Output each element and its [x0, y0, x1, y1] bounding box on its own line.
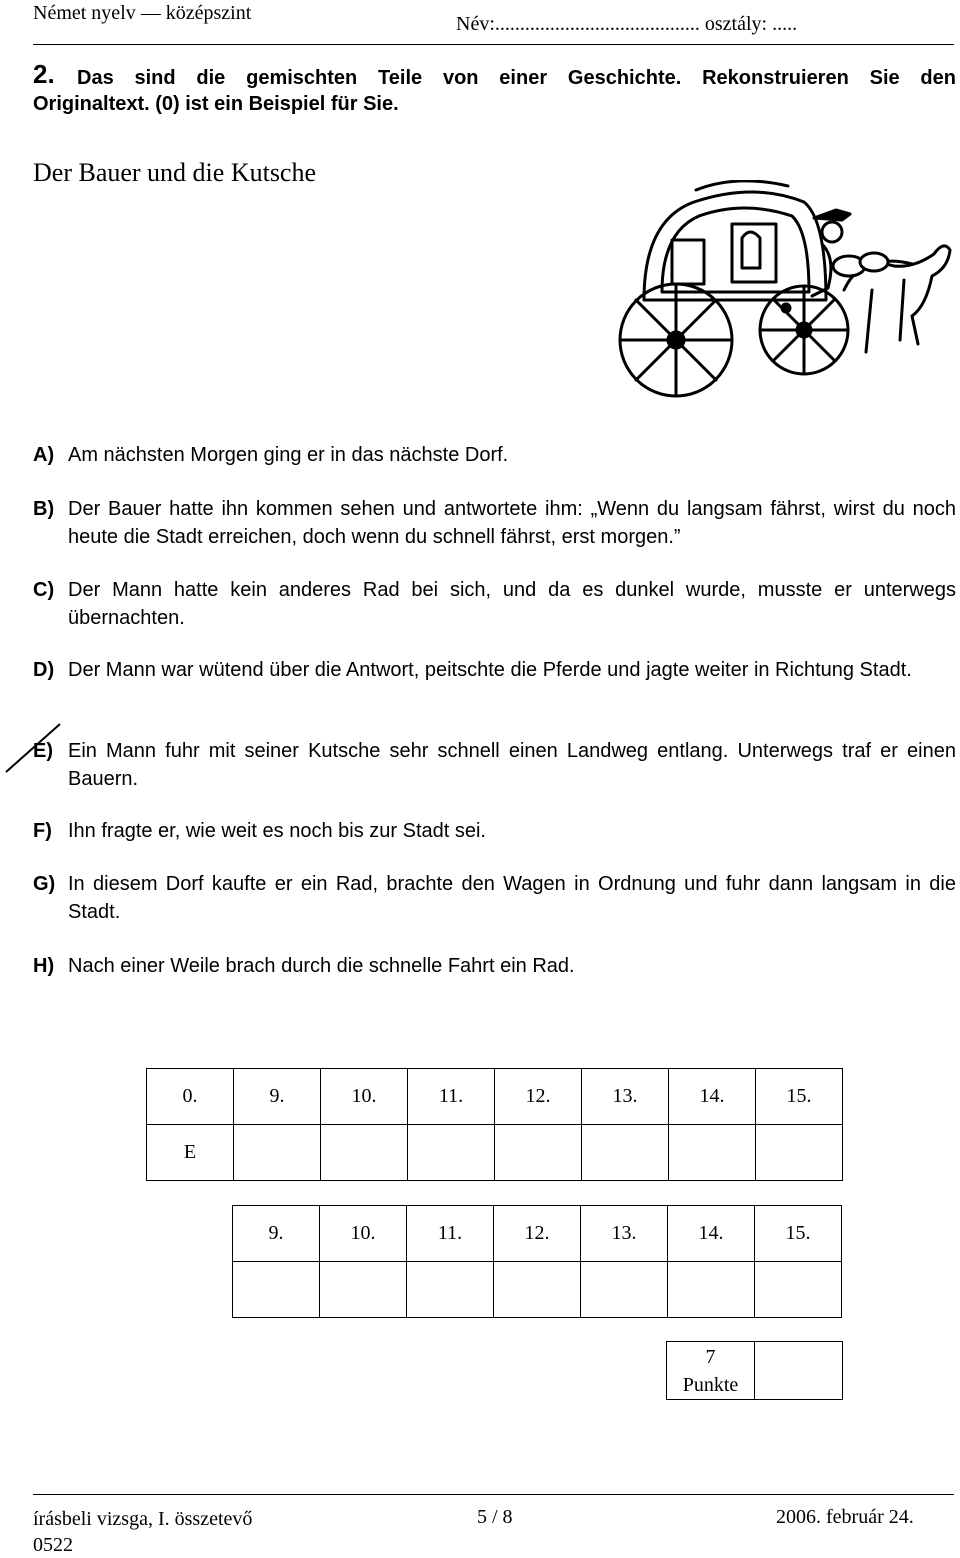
footer-exam-name: írásbeli vizsga, I. összetevő: [33, 1508, 253, 1530]
points-score-cell[interactable]: [755, 1342, 843, 1400]
list-item: [33, 737, 956, 793]
item-label: B): [33, 498, 55, 520]
item-text: Ein Mann fuhr mit seiner Kutsche sehr schnell einen Landweg entlang. Unterwegs traf er einen Bauern.: [68, 740, 956, 790]
table-header-cell: 0.: [147, 1069, 234, 1125]
points-max: 7: [705, 1345, 716, 1368]
item-text: Der Mann hatte kein anderes Rad bei sich, und da es dunkel wurde, musste er unterwegs übernachten.: [68, 579, 956, 629]
answer-cell[interactable]: [234, 1125, 321, 1181]
item-label: C): [33, 579, 55, 601]
list-item: [33, 441, 956, 469]
points-unit: Punkte: [682, 1373, 739, 1396]
points-label: [667, 1342, 755, 1400]
list-item: [33, 817, 956, 845]
horse-drawn-carriage-icon: [604, 180, 956, 400]
table-header-cell: 9.: [233, 1206, 320, 1262]
scoring-table-header-row: [233, 1206, 842, 1262]
answer-table-header-row: [147, 1069, 843, 1125]
table-header-cell: 10.: [321, 1069, 408, 1125]
table-header-cell: 14.: [669, 1069, 756, 1125]
item-label: E): [33, 740, 53, 762]
item-text: Nach einer Weile brach durch die schnelle Fahrt ein Rad.: [68, 955, 575, 977]
table-header-cell: 10.: [320, 1206, 407, 1262]
answer-table-value-row: [147, 1125, 843, 1181]
item-text: In diesem Dorf kaufte er ein Rad, brachte den Wagen in Ordnung und fuhr dann langsam in die Stadt.: [68, 873, 956, 923]
answer-cell[interactable]: [495, 1125, 582, 1181]
table-header-cell: 12.: [495, 1069, 582, 1125]
list-item: [33, 870, 956, 926]
header-name-class-field: Név:......................................... osztály: .....: [456, 13, 798, 35]
item-label: H): [33, 955, 55, 977]
score-cell[interactable]: [407, 1262, 494, 1318]
table-header-cell: 15.: [756, 1069, 843, 1125]
answer-cell[interactable]: [669, 1125, 756, 1181]
header-subject: Német nyelv — középszint: [33, 2, 252, 24]
score-cell[interactable]: [668, 1262, 755, 1318]
table-header-cell: 13.: [582, 1069, 669, 1125]
answer-table: [146, 1068, 843, 1181]
item-text: Der Mann war wütend über die Antwort, peitschte die Pferde und jagte weiter in Richtung Stadt.: [68, 659, 912, 681]
example-answer-cell: E: [147, 1125, 234, 1181]
answer-cell[interactable]: [582, 1125, 669, 1181]
footer-date: 2006. február 24.: [776, 1506, 914, 1528]
answer-cell[interactable]: [756, 1125, 843, 1181]
footer-divider: [33, 1494, 954, 1495]
footer-left: [33, 1506, 252, 1558]
item-text: Am nächsten Morgen ging er in das nächste Dorf.: [68, 444, 509, 466]
item-label: D): [33, 659, 55, 681]
list-item: [33, 495, 956, 551]
scoring-table: [232, 1205, 842, 1318]
item-label: F): [33, 820, 52, 842]
strikethrough-mark-icon: [4, 722, 62, 774]
item-text: Der Bauer hatte ihn kommen sehen und antwortete ihm: „Wenn du langsam fährst, wirst du noch heute die Stadt erreichen, doch wenn du schnell fährst, erst morgen.”: [68, 498, 956, 548]
score-cell[interactable]: [755, 1262, 842, 1318]
answer-cell[interactable]: [321, 1125, 408, 1181]
list-item: [33, 576, 956, 632]
question-instruction-line1: Das sind die gemischten Teile von einer Geschichte. Rekonstruieren Sie den: [77, 67, 956, 89]
table-header-cell: 11.: [407, 1206, 494, 1262]
question-number: 2.: [33, 59, 55, 89]
footer-code: 0522: [33, 1534, 73, 1556]
list-item: [33, 656, 956, 684]
answer-cell[interactable]: [408, 1125, 495, 1181]
item-label: A): [33, 444, 55, 466]
score-cell[interactable]: [581, 1262, 668, 1318]
header-divider: [33, 44, 954, 45]
table-header-cell: 13.: [581, 1206, 668, 1262]
question-instruction-line2: Originaltext. (0) ist ein Beispiel für Sie.: [33, 93, 399, 115]
points-box: [666, 1341, 843, 1400]
table-header-cell: 12.: [494, 1206, 581, 1262]
score-cell[interactable]: [320, 1262, 407, 1318]
story-title: Der Bauer und die Kutsche: [33, 158, 317, 187]
item-text: Ihn fragte er, wie weit es noch bis zur Stadt sei.: [68, 820, 486, 842]
table-header-cell: 15.: [755, 1206, 842, 1262]
table-header-cell: 11.: [408, 1069, 495, 1125]
list-item: [33, 952, 956, 980]
scoring-table-value-row: [233, 1262, 842, 1318]
score-cell[interactable]: [494, 1262, 581, 1318]
item-label: G): [33, 873, 56, 895]
table-header-cell: 14.: [668, 1206, 755, 1262]
table-header-cell: 9.: [234, 1069, 321, 1125]
score-cell[interactable]: [233, 1262, 320, 1318]
page-number: 5 / 8: [477, 1506, 513, 1528]
